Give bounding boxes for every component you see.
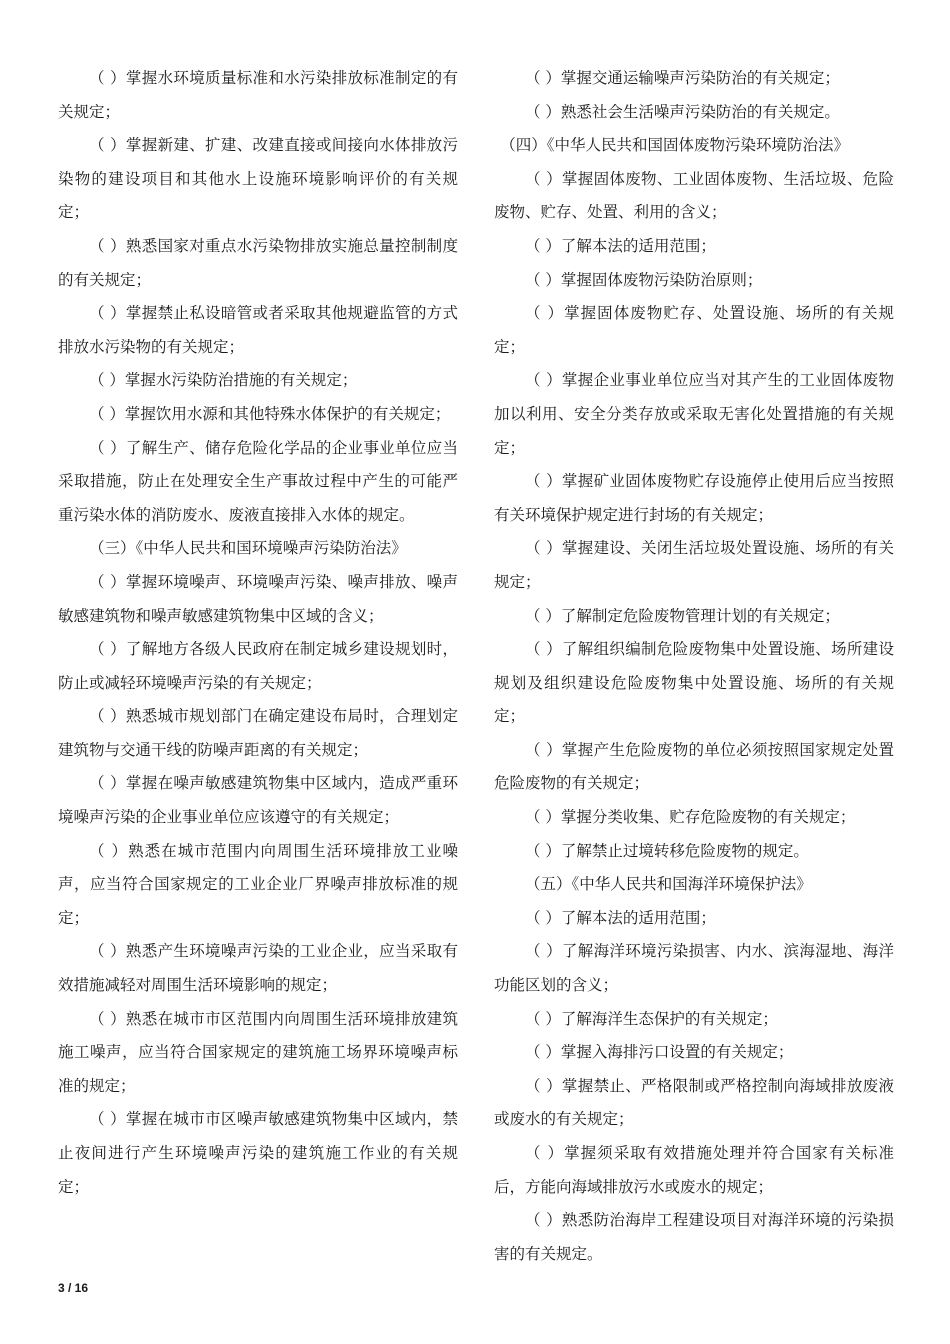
solid-waste-item-9: （ ）了解组织编制危险废物集中处置设施、场所建设规划及组织建设危险废物集中处置设施、场所的有关规定； bbox=[494, 640, 894, 726]
solid-waste-item-8: （ ）了解制定危险废物管理计划的有关规定； bbox=[525, 606, 840, 625]
marine-item-1: （ ）了解本法的适用范围； bbox=[525, 908, 716, 927]
right-column bbox=[494, 62, 894, 1271]
noise-item-8: （ ）掌握在城市市区噪声敏感建筑物集中区域内，禁止夜间进行产生环境噪声污染的建筑施工作业的有关规定； bbox=[58, 1110, 458, 1196]
section-4-heading: （四）《中华人民共和国固体废物污染环境防治法》 bbox=[500, 136, 849, 155]
solid-waste-item-2: （ ）了解本法的适用范围； bbox=[525, 236, 716, 255]
noise-item-3: （ ）熟悉城市规划部门在确定建设布局时，合理划定建筑物与交通干线的防噪声距离的有关规定； bbox=[58, 707, 458, 759]
water-item-3: （ ）熟悉国家对重点水污染物排放实施总量控制制度的有关规定； bbox=[58, 236, 458, 289]
marine-item-3: （ ）了解海洋生态保护的有关规定； bbox=[525, 1009, 778, 1028]
water-item-5: （ ）掌握水污染防治措施的有关规定； bbox=[89, 371, 358, 390]
marine-item-7: （ ）熟悉防治海岸工程建设项目对海洋环境的污染损害的有关规定。 bbox=[494, 1211, 894, 1263]
water-item-6: （ ）掌握饮用水源和其他特殊水体保护的有关规定； bbox=[89, 404, 451, 423]
solid-waste-item-11: （ ）掌握分类收集、贮存危险废物的有关规定； bbox=[525, 808, 856, 827]
noise-item-9: （ ）掌握交通运输噪声污染防治的有关规定； bbox=[525, 69, 840, 87]
solid-waste-item-10: （ ）掌握产生危险废物的单位必须按照国家规定处置危险废物的有关规定； bbox=[494, 740, 894, 793]
solid-waste-item-12: （ ）了解禁止过境转移危险废物的规定。 bbox=[525, 841, 809, 860]
noise-item-6: （ ）熟悉产生环境噪声污染的工业企业，应当采取有效措施减轻对周围生活环境影响的规定； bbox=[58, 942, 458, 995]
solid-waste-item-5: （ ）掌握企业事业单位应当对其产生的工业固体废物加以利用、安全分类存放或采取无害化处置措施的有关规定； bbox=[494, 371, 894, 457]
water-item-4: （ ）掌握禁止私设暗管或者采取其他规避监管的方式排放水污染物的有关规定； bbox=[58, 304, 458, 356]
noise-item-4: （ ）掌握在噪声敏感建筑物集中区域内，造成严重环境噪声污染的企业事业单位应该遵守的有关规定； bbox=[58, 774, 458, 827]
noise-item-10: （ ）熟悉社会生活噪声污染防治的有关规定。 bbox=[525, 102, 840, 121]
noise-item-5: （ ）熟悉在城市范围内向周围生活环境排放工业噪声，应当符合国家规定的工业企业厂界噪声排放标准的规定； bbox=[58, 841, 458, 927]
water-item-1: （ ）掌握水环境质量标准和水污染排放标准制定的有关规定； bbox=[58, 69, 458, 121]
solid-waste-item-4: （ ）掌握固体废物贮存、处置设施、场所的有关规定； bbox=[494, 304, 894, 356]
marine-item-5: （ ）掌握禁止、严格限制或严格控制向海域排放废液或废水的有关规定； bbox=[494, 1076, 894, 1129]
marine-item-4: （ ）掌握入海排污口设置的有关规定； bbox=[525, 1043, 794, 1062]
page-number: 3 / 16 bbox=[58, 1281, 89, 1295]
solid-waste-item-6: （ ）掌握矿业固体废物贮存设施停止使用后应当按照有关环境保护规定进行封场的有关规定； bbox=[494, 472, 894, 524]
noise-item-7: （ ）熟悉在城市市区范围内向周围生活环境排放建筑施工噪声，应当符合国家规定的建筑施工场界环境噪声标准的规定； bbox=[58, 1009, 458, 1095]
left-column bbox=[58, 62, 458, 1204]
section-3-heading: （三）《中华人民共和国环境噪声污染防治法》 bbox=[89, 539, 407, 558]
section-5-heading: （五）《中华人民共和国海洋环境保护法》 bbox=[525, 875, 812, 894]
solid-waste-item-3: （ ）掌握固体废物污染防治原则； bbox=[525, 270, 763, 289]
solid-waste-item-7: （ ）掌握建设、关闭生活垃圾处置设施、场所的有关规定； bbox=[494, 539, 894, 591]
noise-item-1: （ ）掌握环境噪声、环境噪声污染、噪声排放、噪声敏感建筑物和噪声敏感建筑物集中区域的含义； bbox=[58, 572, 458, 625]
marine-item-6: （ ）掌握须采取有效措施处理并符合国家有关标准后，方能向海域排放污水或废水的规定； bbox=[494, 1144, 894, 1196]
marine-item-2: （ ）了解海洋环境污染损害、内水、滨海湿地、海洋功能区划的含义； bbox=[494, 942, 894, 995]
solid-waste-item-1: （ ）掌握固体废物、工业固体废物、生活垃圾、危险废物、贮存、处置、利用的含义； bbox=[494, 169, 894, 222]
water-item-7: （ ）了解生产、储存危险化学品的企业事业单位应当采取措施，防止在处理安全生产事故过程中产生的可能严重污染水体的消防废水、废液直接排入水体的规定。 bbox=[58, 438, 458, 524]
water-item-2: （ ）掌握新建、扩建、改建直接或间接向水体排放污染物的建设项目和其他水上设施环境影响评价的有关规定； bbox=[58, 136, 458, 222]
noise-item-2: （ ）了解地方各级人民政府在制定城乡建设规划时，防止或减轻环境噪声污染的有关规定； bbox=[58, 640, 458, 692]
